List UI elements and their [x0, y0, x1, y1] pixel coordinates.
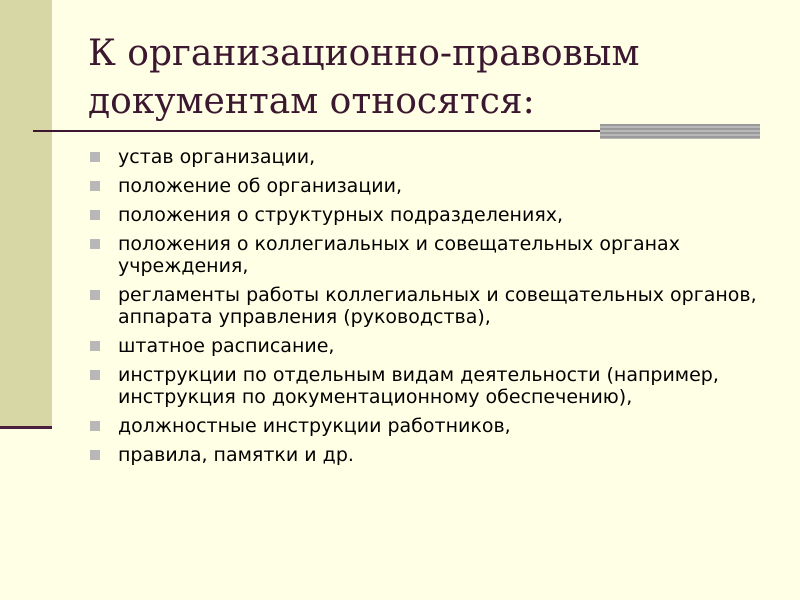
list-item [88, 335, 768, 357]
list-item [88, 284, 768, 328]
square-bullet-icon [90, 290, 100, 300]
square-bullet-icon [90, 210, 100, 220]
list-item-text: устав организации, [118, 146, 316, 168]
square-bullet-icon [90, 421, 100, 431]
square-bullet-icon [90, 181, 100, 191]
list-item-text: инструкции по отдельным видам деятельности (например, инструкция по документационному обеспечению), [118, 364, 719, 408]
square-bullet-icon [90, 152, 100, 162]
list-item [88, 444, 768, 466]
title-divider-block [600, 124, 760, 139]
list-item-text: правила, памятки и др. [118, 444, 354, 466]
list-item [88, 175, 768, 197]
list-item-text: регламенты работы коллегиальных и совещательных органов, аппарата управления (руководства), [118, 284, 757, 328]
slide-title-line-2: документам относятся: [88, 81, 535, 122]
bullet-list [88, 146, 768, 473]
left-accent-bar [0, 0, 52, 428]
list-item-text: положения о структурных подразделениях, [118, 204, 564, 226]
list-item [88, 415, 768, 437]
title-divider-line [33, 130, 601, 132]
square-bullet-icon [90, 239, 100, 249]
list-item-text: должностные инструкции работников, [118, 415, 511, 437]
list-item [88, 364, 768, 408]
left-accent-underline [0, 426, 52, 429]
list-item-text: положение об организации, [118, 175, 402, 197]
list-item [88, 233, 768, 277]
list-item [88, 204, 768, 226]
list-item [88, 146, 768, 168]
list-item-text: положения о коллегиальных и совещательных органах учреждения, [118, 233, 680, 277]
square-bullet-icon [90, 341, 100, 351]
slide-title-line-1: К организационно-правовым [88, 33, 640, 74]
slide-title [88, 30, 768, 126]
list-item-text: штатное расписание, [118, 335, 335, 357]
square-bullet-icon [90, 370, 100, 380]
square-bullet-icon [90, 450, 100, 460]
